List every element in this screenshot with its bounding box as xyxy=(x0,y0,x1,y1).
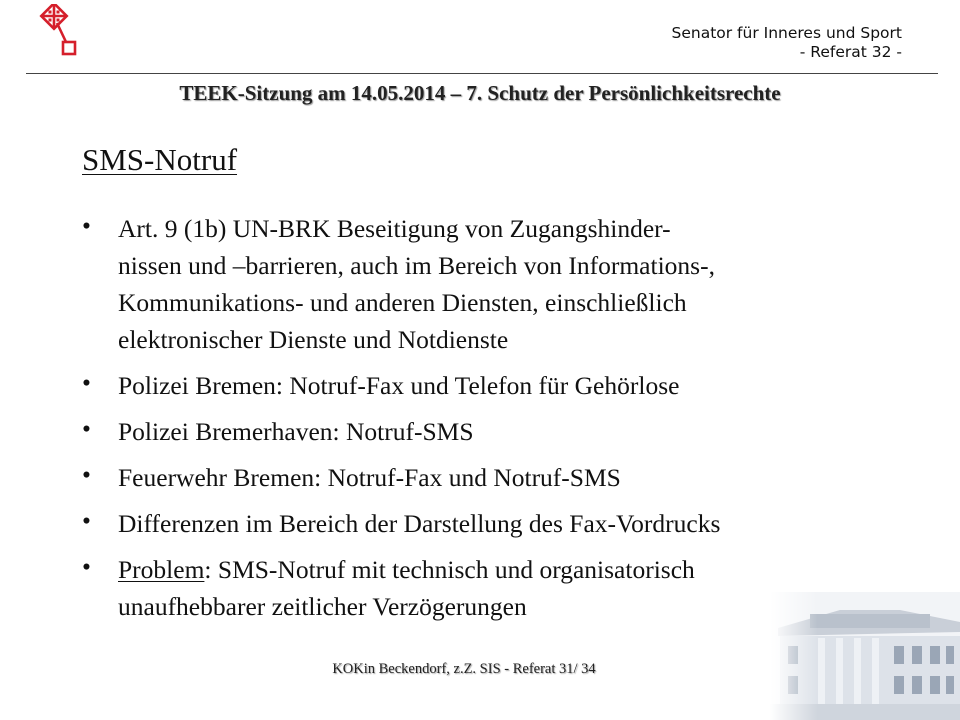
bullet-list xyxy=(82,210,872,634)
bullet-dot-icon: • xyxy=(82,460,91,489)
slide-subtitle: SMS-Notruf xyxy=(82,142,238,177)
bremen-key-logo-icon xyxy=(34,4,80,62)
slide-title: TEEK-Sitzung am 14.05.2014 – 7. Schutz der Persönlichkeitsrechte xyxy=(179,81,781,105)
bullet-item-polizei-bremerhaven xyxy=(82,413,872,450)
bullet-text: Differenzen im Bereich der Darstellung des Fax-Vordrucks xyxy=(118,509,721,538)
bullet-line: elektronischer Dienste und Notdienste xyxy=(118,325,509,354)
bullet-item-differenzen xyxy=(82,505,872,542)
bullet-text: Feuerwehr Bremen: Notruf-Fax und Notruf-SMS xyxy=(118,463,621,492)
bullet-item-un-brk xyxy=(82,210,872,358)
bullet-dot-icon: • xyxy=(82,211,91,240)
header-divider xyxy=(26,73,938,74)
bullet-dot-icon: • xyxy=(82,414,91,443)
building-illustration xyxy=(770,592,960,720)
problem-label: Problem xyxy=(118,555,205,584)
bullet-line: Kommunikations- und anderen Diensten, einschließlich xyxy=(118,288,687,317)
footer-text: KOKin Beckendorf, z.Z. SIS - Referat 31/ 34 xyxy=(332,661,596,677)
bullet-item-problem xyxy=(82,551,872,625)
bullet-line: Art. 9 (1b) UN-BRK Beseitigung von Zugangshinder- xyxy=(118,214,671,243)
bullet-item-feuerwehr-bremen xyxy=(82,459,872,496)
department-name: Senator für Inneres und Sport xyxy=(671,24,902,42)
problem-text: : SMS-Notruf mit technisch und organisatorisch xyxy=(204,555,695,584)
bullet-dot-icon: • xyxy=(82,506,91,535)
header-department-block xyxy=(672,24,903,62)
bullet-dot-icon: • xyxy=(82,552,91,581)
page-reference: - Referat 32 - xyxy=(799,43,902,61)
bullet-dot-icon: • xyxy=(82,368,91,397)
bullet-line: nissen und –barrieren, auch im Bereich von Informations-, xyxy=(118,251,715,280)
bullet-line: unaufhebbarer zeitlicher Verzögerungen xyxy=(118,592,527,621)
bullet-line xyxy=(118,551,872,588)
bullet-text: Polizei Bremen: Notruf-Fax und Telefon für Gehörlose xyxy=(118,371,680,400)
bullet-item-polizei-bremen xyxy=(82,367,872,404)
bullet-text: Polizei Bremerhaven: Notruf-SMS xyxy=(118,417,474,446)
